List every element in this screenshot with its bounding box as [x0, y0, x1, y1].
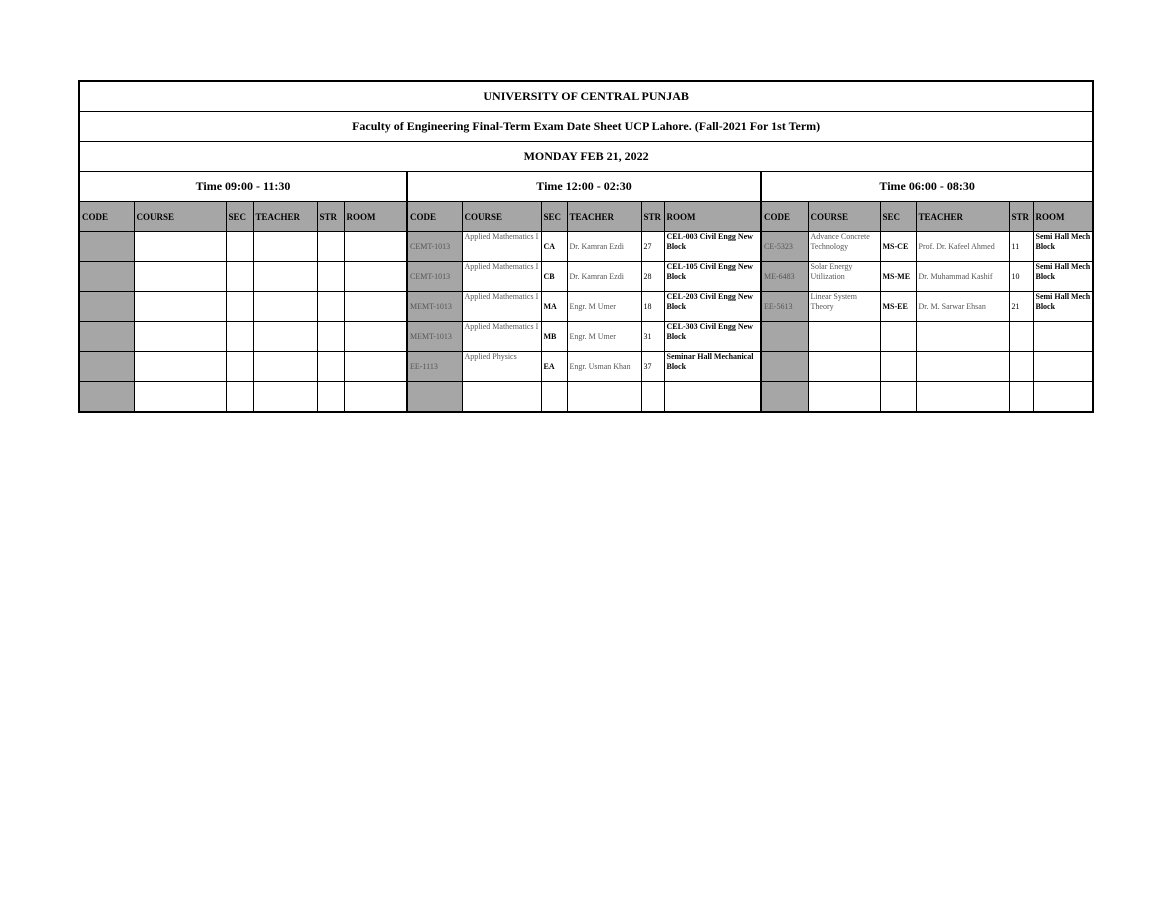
- cell-sec: MS-EE: [880, 292, 916, 322]
- cell-course: [808, 382, 880, 413]
- cell-str: [317, 232, 344, 262]
- cell-code: [761, 322, 808, 352]
- column-header-teacher: TEACHER: [253, 202, 317, 232]
- column-header-room: ROOM: [344, 202, 407, 232]
- cell-code: MEMT-1013: [407, 322, 462, 352]
- cell-room: [344, 382, 407, 413]
- date-sheet-table: [78, 80, 1094, 413]
- cell-teacher: Dr. Kamran Ezdi: [567, 232, 641, 262]
- cell-sec: MS-CE: [880, 232, 916, 262]
- cell-str: [317, 382, 344, 413]
- column-header-course: COURSE: [134, 202, 226, 232]
- cell-sec: [880, 352, 916, 382]
- cell-str: 10: [1009, 262, 1033, 292]
- cell-code: EE-1113: [407, 352, 462, 382]
- column-header-str: STR: [317, 202, 344, 232]
- cell-room: CEL-303 Civil Engg New Block: [664, 322, 761, 352]
- cell-code: [79, 292, 134, 322]
- cell-str: 11: [1009, 232, 1033, 262]
- column-header-course: COURSE: [462, 202, 541, 232]
- cell-course: [808, 352, 880, 382]
- cell-teacher: Prof. Dr. Kafeel Ahmed: [916, 232, 1009, 262]
- cell-room: [344, 292, 407, 322]
- cell-sec: [226, 232, 253, 262]
- cell-sec: [226, 292, 253, 322]
- cell-course: [134, 382, 226, 413]
- cell-code: [407, 382, 462, 413]
- cell-teacher: Dr. Muhammad Kashif: [916, 262, 1009, 292]
- cell-course: [134, 322, 226, 352]
- cell-teacher: [253, 382, 317, 413]
- cell-course: [134, 262, 226, 292]
- sheet-subtitle: Faculty of Engineering Final-Term Exam Date Sheet UCP Lahore. (Fall-2021 For 1st Term): [79, 112, 1093, 142]
- cell-sec: CB: [541, 262, 567, 292]
- cell-str: [317, 292, 344, 322]
- column-header-code: CODE: [761, 202, 808, 232]
- cell-str: 21: [1009, 292, 1033, 322]
- cell-room: Semi Hall Mech Block: [1033, 292, 1093, 322]
- cell-teacher: [253, 322, 317, 352]
- cell-str: 28: [641, 262, 664, 292]
- cell-str: [641, 382, 664, 413]
- cell-sec: MB: [541, 322, 567, 352]
- cell-str: [1009, 382, 1033, 413]
- table-row: [79, 382, 1093, 413]
- cell-str: [317, 322, 344, 352]
- cell-sec: EA: [541, 352, 567, 382]
- cell-course: Applied Physics: [462, 352, 541, 382]
- cell-course: [134, 352, 226, 382]
- cell-code: CE-5323: [761, 232, 808, 262]
- cell-sec: CA: [541, 232, 567, 262]
- cell-teacher: Dr. M. Sarwar Ehsan: [916, 292, 1009, 322]
- column-header-teacher: TEACHER: [567, 202, 641, 232]
- cell-room: CEL-003 Civil Engg New Block: [664, 232, 761, 262]
- cell-str: [317, 262, 344, 292]
- cell-code: [79, 262, 134, 292]
- cell-code: [761, 382, 808, 413]
- cell-code: [79, 322, 134, 352]
- cell-room: [1033, 382, 1093, 413]
- cell-room: [344, 322, 407, 352]
- column-header-sec: SEC: [226, 202, 253, 232]
- cell-code: CEMT-1013: [407, 232, 462, 262]
- time-slot-2: Time 12:00 - 02:30: [407, 172, 761, 202]
- cell-teacher: Engr. Usman Khan: [567, 352, 641, 382]
- cell-course: [462, 382, 541, 413]
- cell-code: MEMT-1013: [407, 292, 462, 322]
- column-header-str: STR: [1009, 202, 1033, 232]
- cell-sec: [226, 352, 253, 382]
- cell-room: [1033, 352, 1093, 382]
- column-header-course: COURSE: [808, 202, 880, 232]
- cell-course: Advance Concrete Technology: [808, 232, 880, 262]
- cell-str: [1009, 322, 1033, 352]
- column-header-sec: SEC: [880, 202, 916, 232]
- cell-sec: MA: [541, 292, 567, 322]
- cell-teacher: [916, 382, 1009, 413]
- cell-course: Linear System Theory: [808, 292, 880, 322]
- cell-str: [317, 352, 344, 382]
- cell-sec: [541, 382, 567, 413]
- cell-sec: MS-ME: [880, 262, 916, 292]
- table-row: [79, 322, 1093, 352]
- column-header-row: [79, 202, 1093, 232]
- cell-teacher: Engr. M Umer: [567, 292, 641, 322]
- cell-teacher: [253, 232, 317, 262]
- cell-course: Applied Mathematics I: [462, 322, 541, 352]
- cell-sec: [880, 382, 916, 413]
- column-header-room: ROOM: [664, 202, 761, 232]
- table-row: [79, 352, 1093, 382]
- column-header-teacher: TEACHER: [916, 202, 1009, 232]
- cell-room: Semi Hall Mech Block: [1033, 262, 1093, 292]
- column-header-code: CODE: [407, 202, 462, 232]
- cell-str: 18: [641, 292, 664, 322]
- cell-sec: [226, 262, 253, 292]
- cell-course: Applied Mathematics I: [462, 262, 541, 292]
- cell-room: CEL-203 Civil Engg New Block: [664, 292, 761, 322]
- cell-teacher: [916, 352, 1009, 382]
- cell-room: Semi Hall Mech Block: [1033, 232, 1093, 262]
- cell-room: [664, 382, 761, 413]
- cell-teacher: [567, 382, 641, 413]
- cell-code: [761, 352, 808, 382]
- cell-teacher: [253, 262, 317, 292]
- cell-code: ME-6483: [761, 262, 808, 292]
- cell-code: [79, 352, 134, 382]
- cell-code: EE-5613: [761, 292, 808, 322]
- cell-course: [134, 292, 226, 322]
- cell-room: Seminar Hall Mechanical Block: [664, 352, 761, 382]
- cell-str: 37: [641, 352, 664, 382]
- cell-room: [344, 232, 407, 262]
- table-row: [79, 232, 1093, 262]
- cell-teacher: [253, 352, 317, 382]
- cell-teacher: [916, 322, 1009, 352]
- cell-str: 27: [641, 232, 664, 262]
- university-title: UNIVERSITY OF CENTRAL PUNJAB: [79, 81, 1093, 112]
- table-row: [79, 292, 1093, 322]
- column-header-str: STR: [641, 202, 664, 232]
- cell-sec: [880, 322, 916, 352]
- cell-room: CEL-105 Civil Engg New Block: [664, 262, 761, 292]
- cell-teacher: Engr. M Umer: [567, 322, 641, 352]
- cell-room: [1033, 322, 1093, 352]
- cell-sec: [226, 382, 253, 413]
- column-header-code: CODE: [79, 202, 134, 232]
- cell-course: Applied Mathematics I: [462, 292, 541, 322]
- cell-teacher: Dr. Kamran Ezdi: [567, 262, 641, 292]
- cell-str: 31: [641, 322, 664, 352]
- cell-code: CEMT-1013: [407, 262, 462, 292]
- cell-room: [344, 352, 407, 382]
- cell-room: [344, 262, 407, 292]
- cell-course: [808, 322, 880, 352]
- cell-sec: [226, 322, 253, 352]
- cell-teacher: [253, 292, 317, 322]
- exam-date: MONDAY FEB 21, 2022: [79, 142, 1093, 172]
- table-row: [79, 262, 1093, 292]
- column-header-room: ROOM: [1033, 202, 1093, 232]
- cell-str: [1009, 352, 1033, 382]
- time-slot-3: Time 06:00 - 08:30: [761, 172, 1093, 202]
- cell-code: [79, 382, 134, 413]
- column-header-sec: SEC: [541, 202, 567, 232]
- cell-course: [134, 232, 226, 262]
- cell-course: Applied Mathematics I: [462, 232, 541, 262]
- cell-code: [79, 232, 134, 262]
- cell-course: Solar Energy Utilization: [808, 262, 880, 292]
- time-slot-1: Time 09:00 - 11:30: [79, 172, 407, 202]
